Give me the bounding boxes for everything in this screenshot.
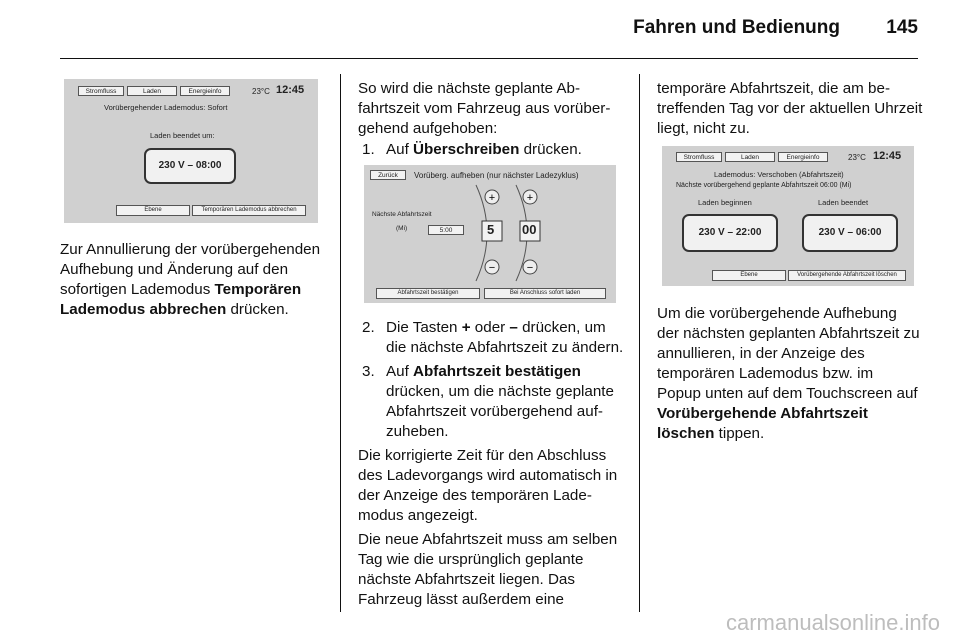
col2-intro: So wird die nächste geplante Abfahrtszeit vom Fahrzeug aus vorübergehend aufgehoben: — [358, 80, 611, 137]
ebene-button: Ebene — [712, 270, 786, 281]
col2-paragraph-3: Die neue Abfahrtszeit muss am selben Tag wie die ursprünglich geplante nächste Abfahrtszeit liegen. Das Fahrzeug lässt außerdem eine — [358, 531, 618, 608]
charge-start-label: Laden beginnen — [698, 198, 752, 207]
departure-time-display: 5:00 — [428, 225, 464, 235]
cancel-temporary-mode-button: Temporären Lademodus abbrechen — [192, 205, 306, 216]
ebene-button: Ebene — [116, 205, 190, 216]
tab-stromfluss: Stromfluss — [676, 152, 722, 162]
next-departure-label: Nächste Abfahrtszeit — [372, 211, 432, 218]
charge-end-label: Laden beendet — [818, 198, 869, 207]
step-1: 1. Auf Überschreiben drücken. — [362, 141, 582, 158]
page-header-title: Fahren und Bedienung — [633, 17, 840, 38]
step-2: 2. Die Tasten + oder – drücken, um die nächste Abfahrtszeit zu ändern. — [362, 319, 624, 356]
screen-illustration-override-departure — [364, 165, 616, 303]
tab-stromfluss: Stromfluss — [78, 86, 124, 96]
screen-illustration-immediate-charge — [64, 79, 318, 223]
confirm-departure-button: Abfahrtszeit bestätigen — [376, 288, 480, 299]
mode-text: Vorübergehender Lademodus: Sofort — [104, 103, 228, 112]
charge-end-label: Laden beendet um: — [150, 131, 215, 140]
temperature: 23°C — [848, 153, 866, 162]
col2-paragraph-2: Die korrigierte Zeit für den Abschluss des Ladevorgangs wird automatisch in der Anzeige des temporären Lademodus angezeigt. — [358, 447, 618, 524]
screen-illustration-deferred-charge — [662, 146, 914, 286]
charge-end-value: 230 V – 06:00 — [802, 214, 898, 252]
bold-term: Temporären Lademodus abbrechen — [60, 281, 302, 318]
temperature: 23°C — [252, 87, 270, 96]
hour-value: 5 — [487, 222, 495, 237]
clock: 12:45 — [276, 84, 305, 96]
tab-energieinfo: Energieinfo — [180, 86, 230, 96]
page-number: 145 — [886, 17, 918, 38]
column-divider-2 — [639, 74, 640, 612]
override-title: Vorüberg. aufheben (nur nächster Ladezyklus) — [414, 171, 579, 180]
day-label: (Mi) — [396, 225, 408, 232]
charge-on-plug-button: Bei Anschluss sofort laden — [484, 288, 606, 299]
svg-text:−: − — [488, 262, 496, 274]
tab-laden: Laden — [725, 152, 775, 162]
svg-text:+: + — [526, 192, 534, 204]
header-divider — [60, 58, 918, 59]
col3-paragraph-1: temporäre Abfahrtszeit, die am betreffenden Tag vor der aktuellen Uhrzeit liegt, nicht zu. — [657, 80, 923, 137]
col3-paragraph-2: Um die vorübergehende Aufhebung der nächsten geplanten Abfahrtszeit zu annullieren, in der Anzeige des temporären Lademodus bzw. im Popup unten auf dem Touchscreen auf Vorübergehende Abfahrtszeit löschen tippen. — [657, 305, 920, 442]
clock: 12:45 — [873, 150, 902, 162]
watermark: carmanualsonline.info — [725, 610, 940, 635]
tab-laden: Laden — [127, 86, 177, 96]
col1-paragraph: Zur Annullierung der vorübergehenden Aufhebung und Änderung auf den sofortigen Lademodus Temporären Lademodus abbrechen drücken. — [60, 241, 321, 318]
minute-value: 00 — [522, 222, 537, 237]
column-divider-1 — [340, 74, 341, 612]
svg-text:+: + — [488, 192, 496, 204]
mode-text: Lademodus: Verschoben (Abfahrtszeit) — [714, 170, 844, 179]
svg-text:−: − — [526, 262, 534, 274]
step-3: 3. Auf Abfahrtszeit bestätigen drücken, um die nächste geplante Abfahrtszeit vorübergehend aufzuheben. — [362, 363, 614, 440]
bold-term: Vorübergehende Abfahrtszeit löschen — [657, 405, 868, 442]
tab-energieinfo: Energieinfo — [778, 152, 828, 162]
charge-start-value: 230 V – 22:00 — [682, 214, 778, 252]
back-button: Zurück — [370, 170, 406, 180]
next-departure-info: Nächste vorübergehend geplante Abfahrtszeit 06:00 (Mi) — [676, 182, 852, 189]
delete-temporary-departure-button: Vorübergehende Abfahrtszeit löschen — [788, 270, 906, 281]
time-spinner — [472, 183, 552, 283]
charge-end-value: 230 V – 08:00 — [144, 148, 236, 184]
